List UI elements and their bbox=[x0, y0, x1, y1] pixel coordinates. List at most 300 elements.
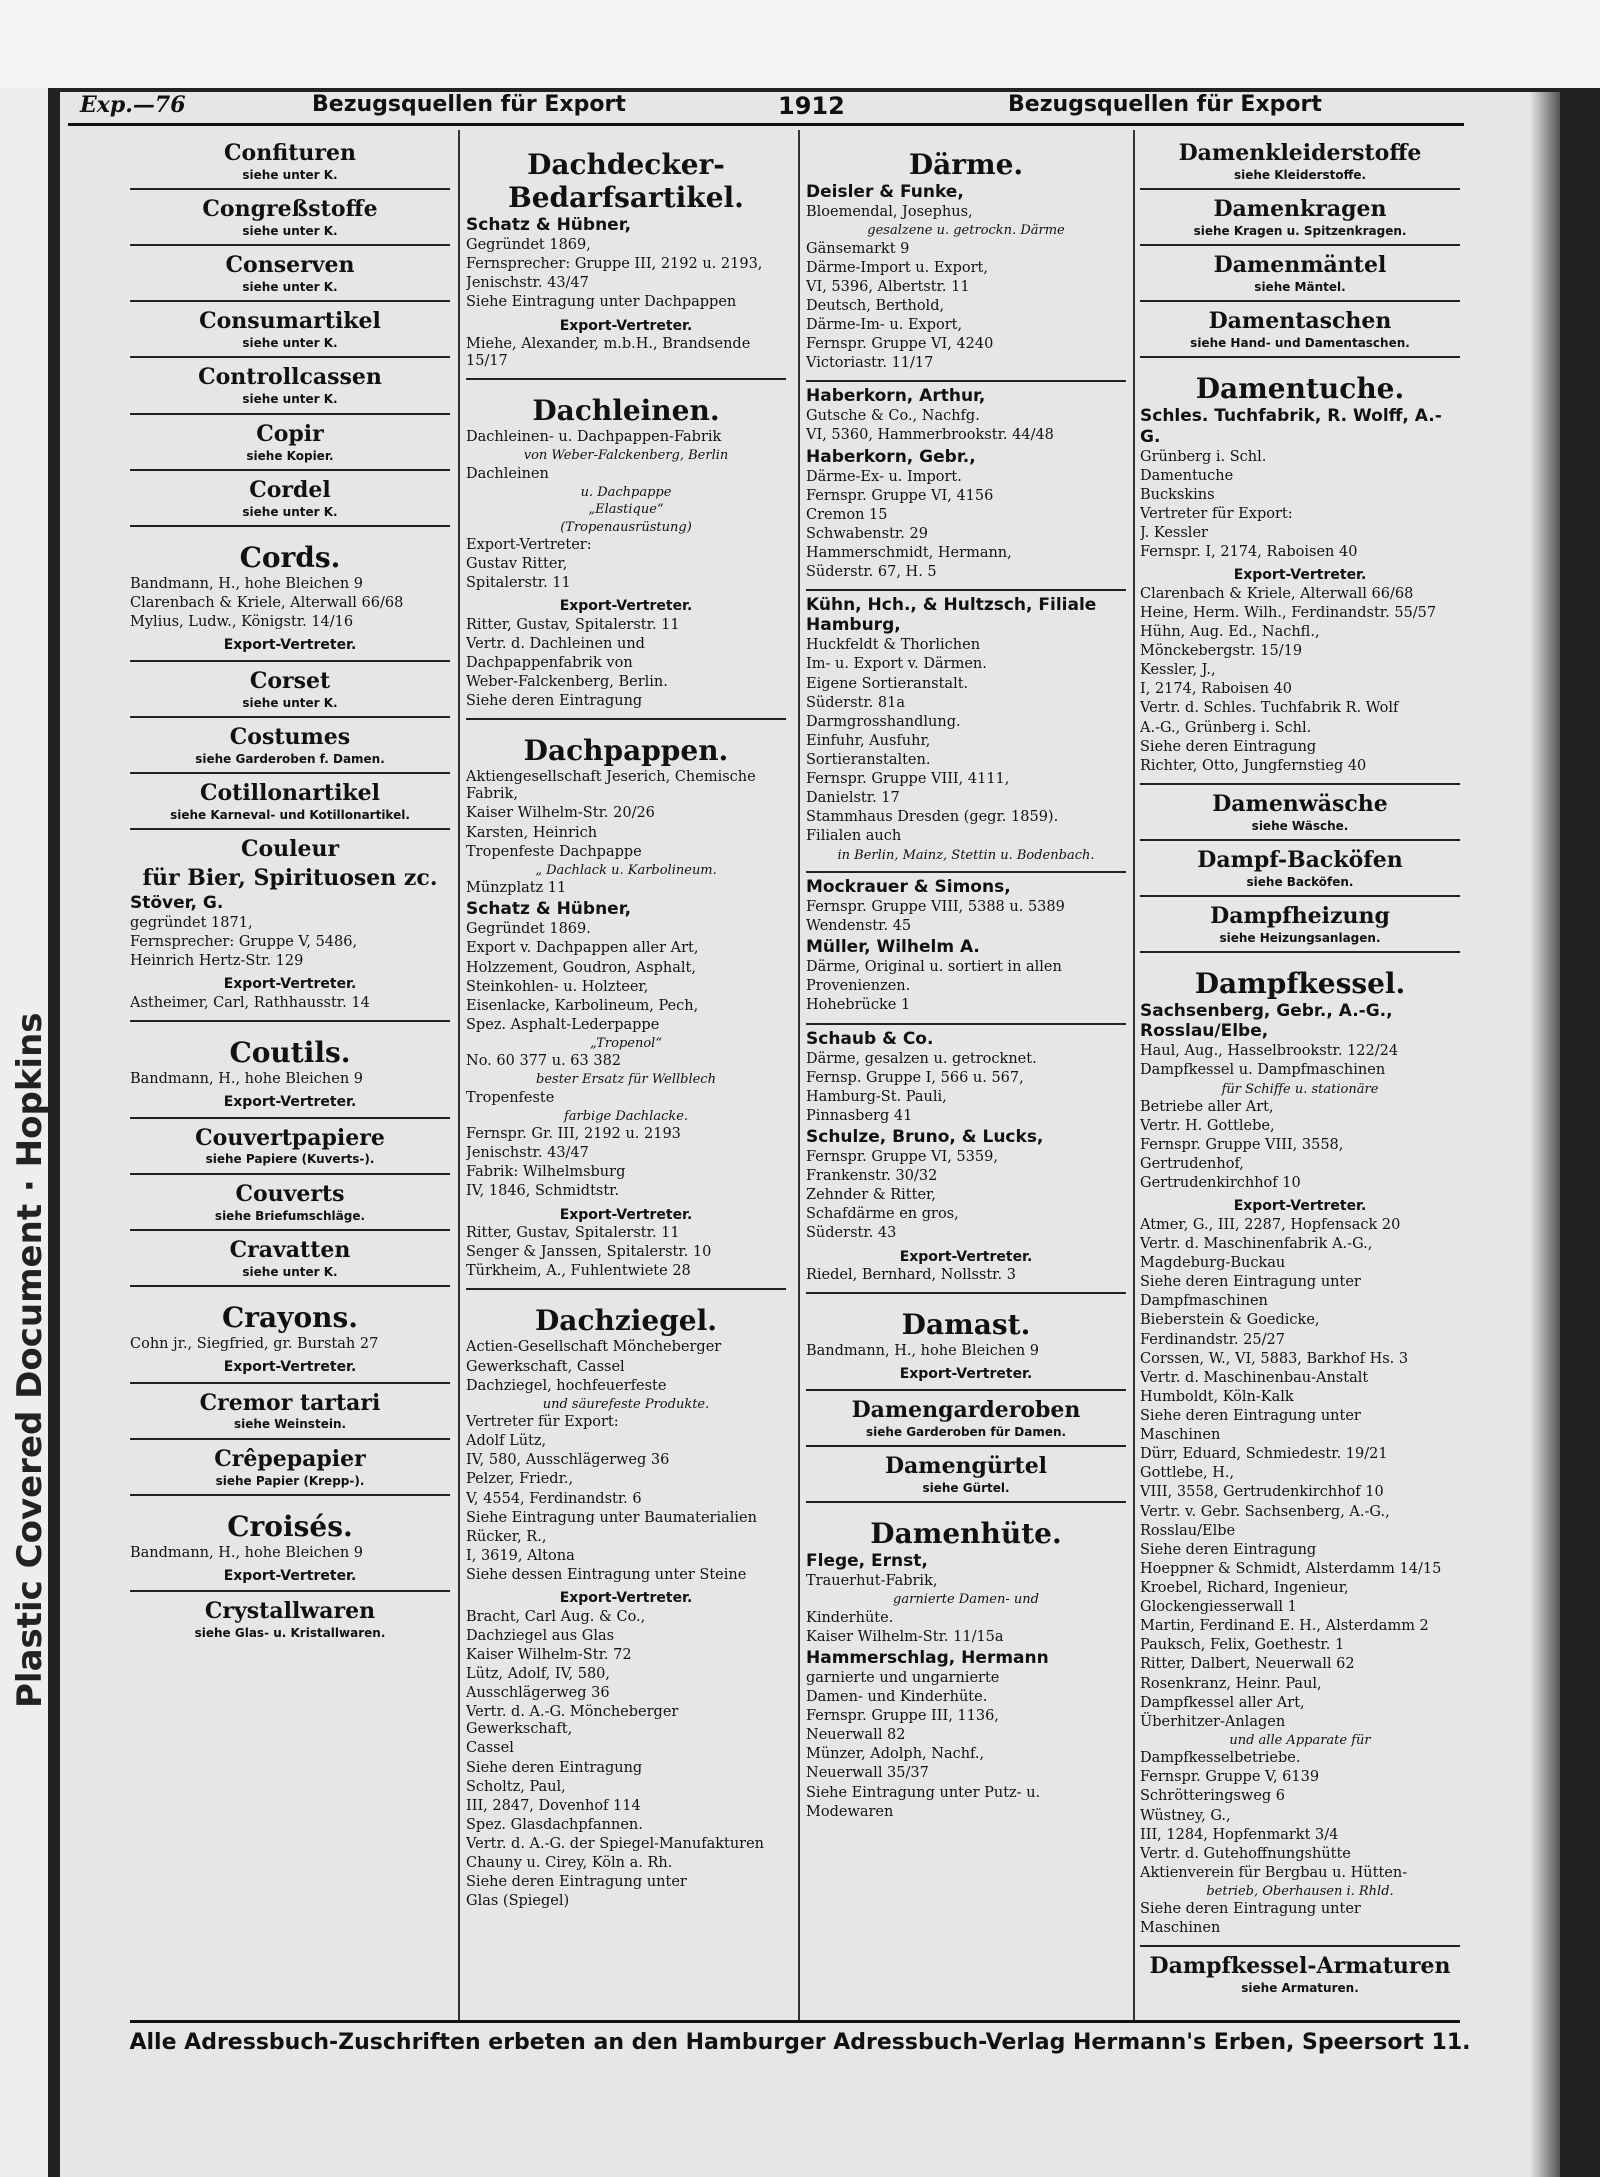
entry-line: Siehe Eintragung unter Dachpappen bbox=[466, 294, 737, 311]
section-heading: Dampf-Backöfen bbox=[1197, 846, 1403, 873]
firm-name: Schles. Tuchfabrik, R. Wolff, A.-G. bbox=[1140, 406, 1442, 447]
entry-line: Tropenfeste Dachpappe bbox=[466, 843, 642, 860]
page-number: Exp.—76 bbox=[80, 92, 186, 118]
firm-name: Schatz & Hübner, bbox=[466, 899, 632, 920]
entry-line: Dampfkessel aller Art, bbox=[1140, 1694, 1305, 1711]
entry-line: Gutsche & Co., Nachfg. bbox=[806, 408, 980, 425]
section bbox=[1140, 358, 1460, 784]
entry-line: Miehe, Alexander, m.b.H., Brandsende 15/17 bbox=[466, 336, 751, 370]
entry-line: Schwabenstr. 29 bbox=[806, 525, 928, 542]
entry-line: Fernspr. Gruppe VI, 5359, bbox=[806, 1149, 998, 1166]
cross-reference: siehe Wäsche. bbox=[1251, 818, 1349, 833]
entry-line: Weber-Falckenberg, Berlin. bbox=[466, 674, 668, 691]
entry-line: Vertr. d. Maschinenbau-Anstalt bbox=[1140, 1369, 1369, 1386]
entry-line: Damentuche bbox=[1140, 467, 1234, 484]
cross-reference: siehe Mäntel. bbox=[1254, 280, 1346, 295]
entry-line: Vertreter für Export: bbox=[1140, 505, 1293, 522]
entry-line: betrieb, Oberhausen i. Rhld. bbox=[1206, 1883, 1394, 1899]
entry-line: Fernspr. Gruppe VI, 4240 bbox=[806, 336, 994, 353]
section-heading: Dachziegel. bbox=[535, 1304, 717, 1338]
export-representative-heading: Export-Vertreter. bbox=[559, 1206, 693, 1223]
entry-line: Hühn, Aug. Ed., Nachfl., bbox=[1140, 623, 1320, 640]
column-divider bbox=[458, 130, 460, 2020]
section-heading: Dampfheizung bbox=[1210, 903, 1390, 930]
entry-line: Neuerwall 35/37 bbox=[806, 1765, 929, 1782]
entry-line: J. Kessler bbox=[1140, 525, 1208, 541]
cross-reference: siehe unter K. bbox=[242, 392, 338, 407]
entry-line: Bandmann, H., hohe Bleichen 9 bbox=[130, 1544, 364, 1561]
entry-line: Ritter, Gustav, Spitalerstr. 11 bbox=[466, 616, 680, 633]
entry-line: (Tropenausrüstung) bbox=[560, 519, 692, 535]
entry-line: No. 60 377 u. 63 382 bbox=[466, 1053, 622, 1070]
cross-reference: siehe Backöfen. bbox=[1246, 874, 1354, 889]
entry-line: Scholtz, Paul, bbox=[466, 1778, 566, 1795]
entry-line: III, 1284, Hopfenmarkt 3/4 bbox=[1140, 1826, 1339, 1843]
entry-line: Rosslau/Elbe bbox=[1140, 1522, 1236, 1539]
section-heading: Cravatten bbox=[229, 1236, 351, 1263]
section-heading: Croisés. bbox=[227, 1509, 353, 1543]
entry-line: Pelzer, Friedr., bbox=[466, 1471, 574, 1488]
entry-line: Hamburg-St. Pauli, bbox=[806, 1088, 947, 1105]
entry-line: Im- u. Export v. Därmen. bbox=[806, 656, 987, 673]
section-heading: Crêpepapier bbox=[214, 1445, 366, 1472]
section-heading: Conserven bbox=[225, 252, 355, 279]
entry-line: Astheimer, Carl, Rathhausstr. 14 bbox=[130, 994, 370, 1011]
section-heading: Coutils. bbox=[229, 1035, 351, 1069]
entry-line: Heinrich Hertz-Str. 129 bbox=[130, 953, 304, 970]
entry-line: Aktienverein für Bergbau u. Hütten- bbox=[1140, 1864, 1408, 1881]
column-divider bbox=[1133, 130, 1135, 2020]
entry-line: Buckskins bbox=[1140, 486, 1215, 503]
entry-line: Betriebe aller Art, bbox=[1140, 1098, 1274, 1115]
entry-line: Gertrudenhof, bbox=[1140, 1156, 1244, 1173]
section bbox=[130, 830, 450, 1022]
scan-background bbox=[0, 0, 1600, 88]
entry-line: Kessler, J., bbox=[1140, 662, 1216, 679]
section bbox=[466, 1290, 786, 1918]
entry-line: Danielstr. 17 bbox=[806, 790, 900, 807]
entry-line: garnierte Damen- und bbox=[893, 1592, 1039, 1608]
entry-line: Bandmann, H., hohe Bleichen 9 bbox=[130, 1070, 364, 1087]
entry-line: V, 4554, Ferdinandstr. 6 bbox=[466, 1490, 642, 1507]
cross-reference: siehe Gürtel. bbox=[922, 1480, 1010, 1495]
entry-line: Bloemendal, Josephus, bbox=[806, 204, 973, 221]
entry-line: farbige Dachlacke. bbox=[563, 1108, 689, 1124]
page-edge bbox=[1530, 92, 1560, 2177]
section-heading: Consumartikel bbox=[199, 308, 381, 335]
entry-line: Modewaren bbox=[806, 1803, 894, 1820]
entry-line: Siehe deren Eintragung bbox=[1140, 1541, 1317, 1558]
section-heading: Copir bbox=[256, 420, 324, 447]
entry-line: Vertreter für Export: bbox=[466, 1414, 619, 1431]
section-heading: Congreßstoffe bbox=[202, 196, 378, 223]
section bbox=[806, 134, 1126, 382]
entry-line: Fernspr. I, 2174, Raboisen 40 bbox=[1140, 544, 1358, 561]
entry-line: Maschinen bbox=[1140, 1920, 1221, 1937]
entry-line: Victoriastr. 11/17 bbox=[806, 355, 934, 372]
entry-line: Gänsemarkt 9 bbox=[806, 240, 910, 257]
entry-line: Jenischstr. 43/47 bbox=[466, 1145, 589, 1162]
entry-line: Huckfeldt & Thorlichen bbox=[806, 637, 981, 654]
section bbox=[130, 662, 450, 718]
entry-line: Dachleinen bbox=[466, 465, 549, 482]
entry-line: Dampfmaschinen bbox=[1140, 1293, 1268, 1310]
section bbox=[130, 1440, 450, 1496]
entry-line: Steinkohlen- u. Holzteer, bbox=[466, 978, 649, 995]
firm-name: Deisler & Funke, bbox=[806, 182, 964, 203]
entry-line: Siehe Eintragung unter Baumaterialien bbox=[466, 1509, 757, 1526]
entry-line: Dampfkesselbetriebe. bbox=[1140, 1750, 1301, 1767]
cross-reference: siehe Garderoben für Damen. bbox=[865, 1424, 1067, 1439]
entry-line: bester Ersatz für Wellblech bbox=[536, 1072, 716, 1088]
entry-line: Bracht, Carl Aug. & Co., bbox=[466, 1608, 646, 1625]
section-heading: Därme. bbox=[908, 148, 1024, 181]
entry-line: Trauerhut-Fabrik, bbox=[806, 1573, 938, 1590]
entry-line: Wendenstr. 45 bbox=[806, 918, 912, 935]
section-heading: Damenhüte. bbox=[870, 1517, 1062, 1551]
section-heading: Crayons. bbox=[222, 1300, 358, 1334]
entry-line: Vertr. d. A.-G. der Spiegel-Manufakturen bbox=[466, 1835, 765, 1852]
entry-line: Vertr. d. Dachleinen und bbox=[466, 635, 645, 652]
entry-line: Clarenbach & Kriele, Alterwall 66/68 bbox=[1140, 585, 1414, 602]
section-subheading: für Bier, Spirituosen zc. bbox=[142, 864, 438, 891]
entry-line: Münzplatz 11 bbox=[466, 880, 567, 897]
section-heading: Costumes bbox=[229, 723, 351, 750]
section bbox=[806, 1294, 1126, 1391]
entry-line: Siehe deren Eintragung bbox=[466, 1759, 643, 1776]
entry-line: Glockengiesserwall 1 bbox=[1140, 1599, 1297, 1616]
entry-line: von Weber-Falckenberg, Berlin bbox=[523, 448, 729, 464]
entry-line: A.-G., Grünberg i. Schl. bbox=[1140, 719, 1312, 736]
entry-line: Neuerwall 82 bbox=[806, 1727, 906, 1744]
entry-line: Karsten, Heinrich bbox=[466, 824, 598, 841]
header-title-left: Bezugsquellen für Export bbox=[312, 92, 626, 117]
entry-line: Damen- und Kinderhüte. bbox=[806, 1688, 988, 1705]
export-representative-heading: Export-Vertreter. bbox=[223, 637, 357, 654]
section bbox=[806, 382, 1126, 591]
export-representative-heading: Export-Vertreter. bbox=[223, 1094, 357, 1111]
entry-line: Chauny u. Cirey, Köln a. Rh. bbox=[466, 1855, 673, 1872]
entry-line: Vertr. d. A.-G. Möncheberger Gewerkschaft, bbox=[466, 1704, 679, 1738]
section bbox=[466, 134, 786, 380]
entry-line: Kaiser Wilhelm-Str. 11/15a bbox=[806, 1628, 1004, 1645]
section-heading: Couverts bbox=[235, 1180, 345, 1207]
section-heading: Damenwäsche bbox=[1212, 790, 1388, 817]
entry-line: Kroebel, Richard, Ingenieur, bbox=[1140, 1579, 1349, 1596]
entry-line: Türkheim, A., Fuhlentwiete 28 bbox=[466, 1263, 691, 1280]
entry-line: Heine, Herm. Wilh., Ferdinandstr. 55/57 bbox=[1140, 604, 1437, 621]
entry-line: Cohn jr., Siegfried, gr. Burstah 27 bbox=[130, 1335, 379, 1352]
column-4 bbox=[1140, 134, 1460, 2014]
cross-reference: siehe unter K. bbox=[242, 504, 338, 519]
firm-name: Schatz & Hübner, bbox=[466, 215, 632, 236]
entry-line: Spitalerstr. 11 bbox=[466, 575, 571, 592]
section bbox=[130, 190, 450, 246]
section-heading: Damentuche. bbox=[1195, 372, 1405, 406]
section bbox=[130, 1175, 450, 1231]
entry-line: IV, 1846, Schmidtstr. bbox=[466, 1183, 620, 1200]
entry-line: Holzzement, Goudron, Asphalt, bbox=[466, 959, 696, 976]
entry-line: Gottlebe, H., bbox=[1140, 1465, 1235, 1482]
firm-name: Sachsenberg, Gebr., A.-G., Rosslau/Elbe, bbox=[1140, 1001, 1393, 1042]
section bbox=[130, 471, 450, 527]
entry-line: „Elastique“ bbox=[588, 502, 664, 518]
entry-line: Spez. Asphalt-Lederpappe bbox=[466, 1016, 660, 1033]
section bbox=[466, 380, 786, 720]
footer-rule bbox=[130, 2020, 1460, 2023]
entry-line: Hohebrücke 1 bbox=[806, 997, 911, 1014]
entry-line: Dachleinen- u. Dachpappen-Fabrik bbox=[466, 429, 722, 446]
entry-line: Einfuhr, Ausfuhr, bbox=[806, 732, 931, 749]
cross-reference: siehe unter K. bbox=[242, 224, 338, 239]
entry-line: III, 2847, Dovenhof 114 bbox=[466, 1797, 641, 1814]
entry-line: Mylius, Ludw., Königstr. 14/16 bbox=[130, 614, 354, 631]
entry-line: Stammhaus Dresden (gegr. 1859). bbox=[806, 809, 1059, 826]
entry-line: Münzer, Adolph, Nachf., bbox=[806, 1746, 985, 1763]
entry-line: Fernspr. Gruppe VIII, 4111, bbox=[806, 771, 1010, 788]
cross-reference: siehe Karneval- und Kotillonartikel. bbox=[170, 807, 410, 822]
entry-line: Vertr. v. Gebr. Sachsenberg, A.-G., bbox=[1140, 1503, 1390, 1520]
entry-line: Siehe deren Eintragung unter bbox=[1140, 1901, 1361, 1918]
section bbox=[130, 358, 450, 414]
entry-line: Bandmann, H., hohe Bleichen 9 bbox=[806, 1343, 1040, 1360]
entry-line: Siehe deren Eintragung unter bbox=[1140, 1274, 1361, 1291]
entry-line: Gustav Ritter, bbox=[466, 555, 568, 572]
entry-line: Haul, Aug., Hasselbrookstr. 122/24 bbox=[1140, 1043, 1399, 1060]
header-title-right: Bezugsquellen für Export bbox=[1008, 92, 1322, 117]
entry-line: Cassel bbox=[466, 1740, 514, 1757]
entry-line: Dachziegel, hochfeuerfeste bbox=[466, 1377, 667, 1394]
export-representative-heading: Export-Vertreter. bbox=[223, 1567, 357, 1584]
entry-line: Frankenstr. 30/32 bbox=[806, 1168, 938, 1185]
section bbox=[130, 1592, 450, 1646]
entry-line: Adolf Lütz, bbox=[466, 1433, 547, 1450]
entry-line: VIII, 3558, Gertrudenkirchhof 10 bbox=[1140, 1484, 1384, 1501]
cross-reference: siehe Kopier. bbox=[246, 448, 334, 463]
section bbox=[806, 1447, 1126, 1503]
section-heading: Cremor tartari bbox=[199, 1389, 381, 1416]
entry-line: Fernspr. Gruppe VIII, 3558, bbox=[1140, 1137, 1344, 1154]
export-representative-heading: Export-Vertreter. bbox=[559, 598, 693, 615]
firm-name: Schulze, Bruno, & Lucks, bbox=[806, 1127, 1044, 1147]
section bbox=[1140, 897, 1460, 953]
export-representative-heading: Export-Vertreter. bbox=[1233, 567, 1367, 584]
cross-reference: siehe unter K. bbox=[242, 695, 338, 710]
entry-line: Humboldt, Köln-Kalk bbox=[1140, 1388, 1294, 1405]
cross-reference: siehe Papier (Krepp-). bbox=[215, 1473, 365, 1488]
entry-line: Bandmann, H., hohe Bleichen 9 bbox=[130, 575, 364, 592]
entry-line: Dürr, Eduard, Schmiedestr. 19/21 bbox=[1140, 1446, 1388, 1463]
entry-line: Rücker, R., bbox=[466, 1528, 547, 1545]
entry-line: Export v. Dachpappen aller Art, bbox=[466, 940, 699, 957]
entry-line: für Schiffe u. stationäre bbox=[1221, 1081, 1379, 1097]
column-2 bbox=[466, 134, 786, 2014]
entry-line: Sortieranstalten. bbox=[806, 752, 931, 768]
entry-line: Fernsprecher: Gruppe V, 5486, bbox=[130, 934, 358, 951]
entry-line: VI, 5396, Albertstr. 11 bbox=[806, 278, 970, 295]
export-representative-heading: Export-Vertreter. bbox=[1233, 1198, 1367, 1215]
entry-line: Mönckebergstr. 15/19 bbox=[1140, 643, 1303, 660]
section-heading: Dachleinen. bbox=[532, 394, 720, 428]
entry-line: Ritter, Dalbert, Neuerwall 62 bbox=[1140, 1656, 1355, 1673]
entry-line: Süderstr. 67, H. 5 bbox=[806, 564, 937, 581]
entry-line: und säurefeste Produkte. bbox=[542, 1396, 710, 1412]
section bbox=[1140, 841, 1460, 897]
footer-notice: Alle Adressbuch-Zuschriften erbeten an den Hamburger Adressbuch-Verlag Hermann's Erben, Speersort 11. bbox=[129, 2030, 1471, 2055]
entry-line: Senger & Janssen, Spitalerstr. 10 bbox=[466, 1244, 712, 1261]
entry-line: Ritter, Gustav, Spitalerstr. 11 bbox=[466, 1225, 680, 1242]
entry-line: Fabrik: Wilhelmsburg bbox=[466, 1164, 626, 1181]
section bbox=[130, 1496, 450, 1593]
section bbox=[1140, 246, 1460, 302]
entry-line: Siehe deren Eintragung unter bbox=[466, 1874, 687, 1891]
section bbox=[130, 1287, 450, 1384]
entry-line: u. Dachpappe bbox=[580, 484, 672, 500]
export-representative-heading: Export-Vertreter. bbox=[899, 1366, 1033, 1383]
section-heading: Cordel bbox=[249, 476, 331, 503]
entry-line: Atmer, G., III, 2287, Hopfensack 20 bbox=[1140, 1216, 1401, 1233]
section bbox=[130, 1231, 450, 1287]
header-rule bbox=[68, 123, 1464, 126]
section bbox=[130, 134, 450, 190]
firm-name: Hammerschlag, Hermann bbox=[806, 1647, 1049, 1668]
cross-reference: siehe unter K. bbox=[242, 280, 338, 295]
entry-line: Siehe dessen Eintragung unter Steine bbox=[466, 1567, 747, 1583]
entry-line: Cremon 15 bbox=[806, 506, 888, 523]
entry-line: Rosenkranz, Heinr. Paul, bbox=[1140, 1675, 1322, 1692]
entry-line: Gegründet 1869, bbox=[466, 237, 591, 254]
firm-name: Haberkorn, Gebr., bbox=[806, 446, 976, 467]
entry-line: Süderstr. 43 bbox=[806, 1225, 897, 1242]
entry-line: Fernspr. Gr. III, 2192 u. 2193 bbox=[466, 1126, 681, 1143]
entry-line: Jenischstr. 43/47 bbox=[466, 275, 589, 292]
entry-line: Actien-Gesellschaft Möncheberger bbox=[466, 1339, 722, 1356]
cross-reference: siehe Kleiderstoffe. bbox=[1233, 167, 1367, 182]
export-representative-heading: Export-Vertreter. bbox=[223, 1359, 357, 1375]
section bbox=[130, 302, 450, 358]
firm-name: Müller, Wilhelm A. bbox=[806, 937, 980, 958]
section-heading: Cords. bbox=[239, 540, 341, 574]
entry-line: Provenienzen. bbox=[806, 978, 911, 995]
section bbox=[130, 774, 450, 830]
entry-line: Vertr. d. Maschinenfabrik A.-G., bbox=[1140, 1236, 1373, 1252]
entry-line: Riedel, Bernhard, Nollsstr. 3 bbox=[806, 1267, 1016, 1284]
section-heading: Damengürtel bbox=[884, 1452, 1048, 1479]
entry-line: Lütz, Adolf, IV, 580, bbox=[466, 1665, 611, 1682]
column-3 bbox=[806, 134, 1126, 2014]
section-heading: Controllcassen bbox=[198, 364, 382, 391]
firm-name: Stöver, G. bbox=[130, 892, 224, 913]
section bbox=[1140, 785, 1460, 841]
firm-name: Haberkorn, Arthur, bbox=[806, 386, 986, 407]
cross-reference: siehe Hand- und Damentaschen. bbox=[1190, 336, 1410, 351]
cross-reference: siehe unter K. bbox=[242, 336, 338, 351]
firm-name: Mockrauer & Simons, bbox=[806, 876, 1011, 897]
section bbox=[130, 1384, 450, 1440]
entry-line: Därme-Im- u. Export, bbox=[806, 316, 963, 333]
entry-line: Gegründet 1869. bbox=[466, 921, 591, 938]
entry-line: Magdeburg-Buckau bbox=[1140, 1255, 1286, 1272]
firm-name: Kühn, Hch., & Hultzsch, Filiale Hamburg, bbox=[806, 595, 1097, 636]
section-heading: Dachdecker-Bedarfsartikel. bbox=[508, 148, 744, 215]
entry-line: Maschinen bbox=[1140, 1427, 1221, 1444]
entry-line: Vertr. H. Gottlebe, bbox=[1140, 1117, 1275, 1134]
section bbox=[806, 873, 1126, 1025]
entry-line: Martin, Ferdinand E. H., Alsterdamm 2 bbox=[1140, 1618, 1429, 1635]
section-heading: Damenmäntel bbox=[1213, 252, 1387, 279]
spine-label: Plastic Covered Document · Hopkins bbox=[10, 1012, 50, 1708]
entry-line: Siehe deren Eintragung bbox=[466, 693, 643, 710]
section-heading: Damenkleiderstoffe bbox=[1178, 140, 1422, 166]
section bbox=[806, 591, 1126, 873]
entry-line: Fernspr. Gruppe III, 1136, bbox=[806, 1708, 999, 1725]
section bbox=[806, 1503, 1126, 1829]
cross-reference: siehe unter K. bbox=[242, 167, 338, 182]
section-heading: Couvertpapiere bbox=[195, 1124, 385, 1151]
cross-reference: siehe Weinstein. bbox=[233, 1417, 347, 1432]
entry-line: Bieberstein & Goedicke, bbox=[1140, 1312, 1320, 1329]
export-representative-heading: Export-Vertreter. bbox=[223, 976, 357, 993]
cross-reference: siehe Kragen u. Spitzenkragen. bbox=[1193, 224, 1407, 239]
entry-line: Tropenfeste bbox=[466, 1089, 555, 1106]
section bbox=[1140, 190, 1460, 246]
entry-line: Kinderhüte. bbox=[806, 1609, 894, 1626]
entry-line: in Berlin, Mainz, Stettin u. Bodenbach. bbox=[837, 847, 1095, 863]
entry-line: Eigene Sortieranstalt. bbox=[806, 675, 969, 692]
section bbox=[130, 527, 450, 662]
entry-line: Glas (Spiegel) bbox=[466, 1893, 570, 1910]
entry-line: Filialen auch bbox=[806, 828, 902, 845]
entry-line: Därme, gesalzen u. getrocknet. bbox=[806, 1050, 1037, 1067]
entry-line: Siehe Eintragung unter Putz- u. bbox=[806, 1784, 1041, 1801]
section-heading: Damast. bbox=[901, 1308, 1031, 1342]
entry-line: Vertr. d. Schles. Tuchfabrik R. Wolf bbox=[1140, 700, 1399, 717]
entry-line: „ Dachlack u. Karbolineum. bbox=[535, 862, 717, 878]
entry-line: VI, 5360, Hammerbrookstr. 44/48 bbox=[806, 427, 1054, 444]
entry-line: Export-Vertreter: bbox=[466, 536, 592, 553]
cross-reference: siehe Garderoben f. Damen. bbox=[195, 751, 385, 766]
entry-line: Fernsprecher: Gruppe III, 2192 u. 2193, bbox=[466, 256, 763, 273]
entry-line: Därme-Ex- u. Import. bbox=[806, 468, 962, 485]
entry-line: Därme, Original u. sortiert in allen bbox=[806, 959, 1062, 976]
entry-line: gesalzene u. getrockn. Därme bbox=[867, 223, 1065, 239]
column-divider bbox=[798, 130, 800, 2020]
entry-line: Gertrudenkirchhof 10 bbox=[1140, 1175, 1301, 1192]
entry-line: Dampfkessel u. Dampfmaschinen bbox=[1140, 1062, 1386, 1079]
section bbox=[806, 1025, 1126, 1295]
entry-line: gegründet 1871, bbox=[130, 914, 253, 931]
entry-line: Hoeppner & Schmidt, Alsterdamm 14/15 bbox=[1140, 1560, 1442, 1577]
entry-line: „Tropenol“ bbox=[589, 1035, 662, 1051]
section bbox=[806, 1391, 1126, 1447]
entry-line: Wüstney, G., bbox=[1140, 1807, 1231, 1824]
section-heading: Dachpappen. bbox=[523, 734, 729, 768]
section-heading: Cotillonartikel bbox=[199, 779, 381, 806]
entry-line: Süderstr. 81a bbox=[806, 694, 905, 711]
entry-line: Eisenlacke, Karbolineum, Pech, bbox=[466, 997, 699, 1014]
section-heading: Couleur bbox=[240, 835, 340, 862]
section bbox=[130, 1022, 450, 1119]
section-heading: Confituren bbox=[224, 140, 356, 166]
entry-line: Dachpappenfabrik von bbox=[466, 654, 633, 671]
entry-line: I, 3619, Altona bbox=[466, 1547, 575, 1564]
entry-line: Deutsch, Berthold, bbox=[806, 297, 945, 314]
section bbox=[130, 1119, 450, 1175]
entry-line: Überhitzer-Anlagen bbox=[1140, 1713, 1286, 1730]
cross-reference: siehe Armaturen. bbox=[1241, 1981, 1359, 1996]
entry-line: Richter, Otto, Jungfernstieg 40 bbox=[1140, 757, 1367, 774]
entry-line: Grünberg i. Schl. bbox=[1140, 448, 1267, 465]
